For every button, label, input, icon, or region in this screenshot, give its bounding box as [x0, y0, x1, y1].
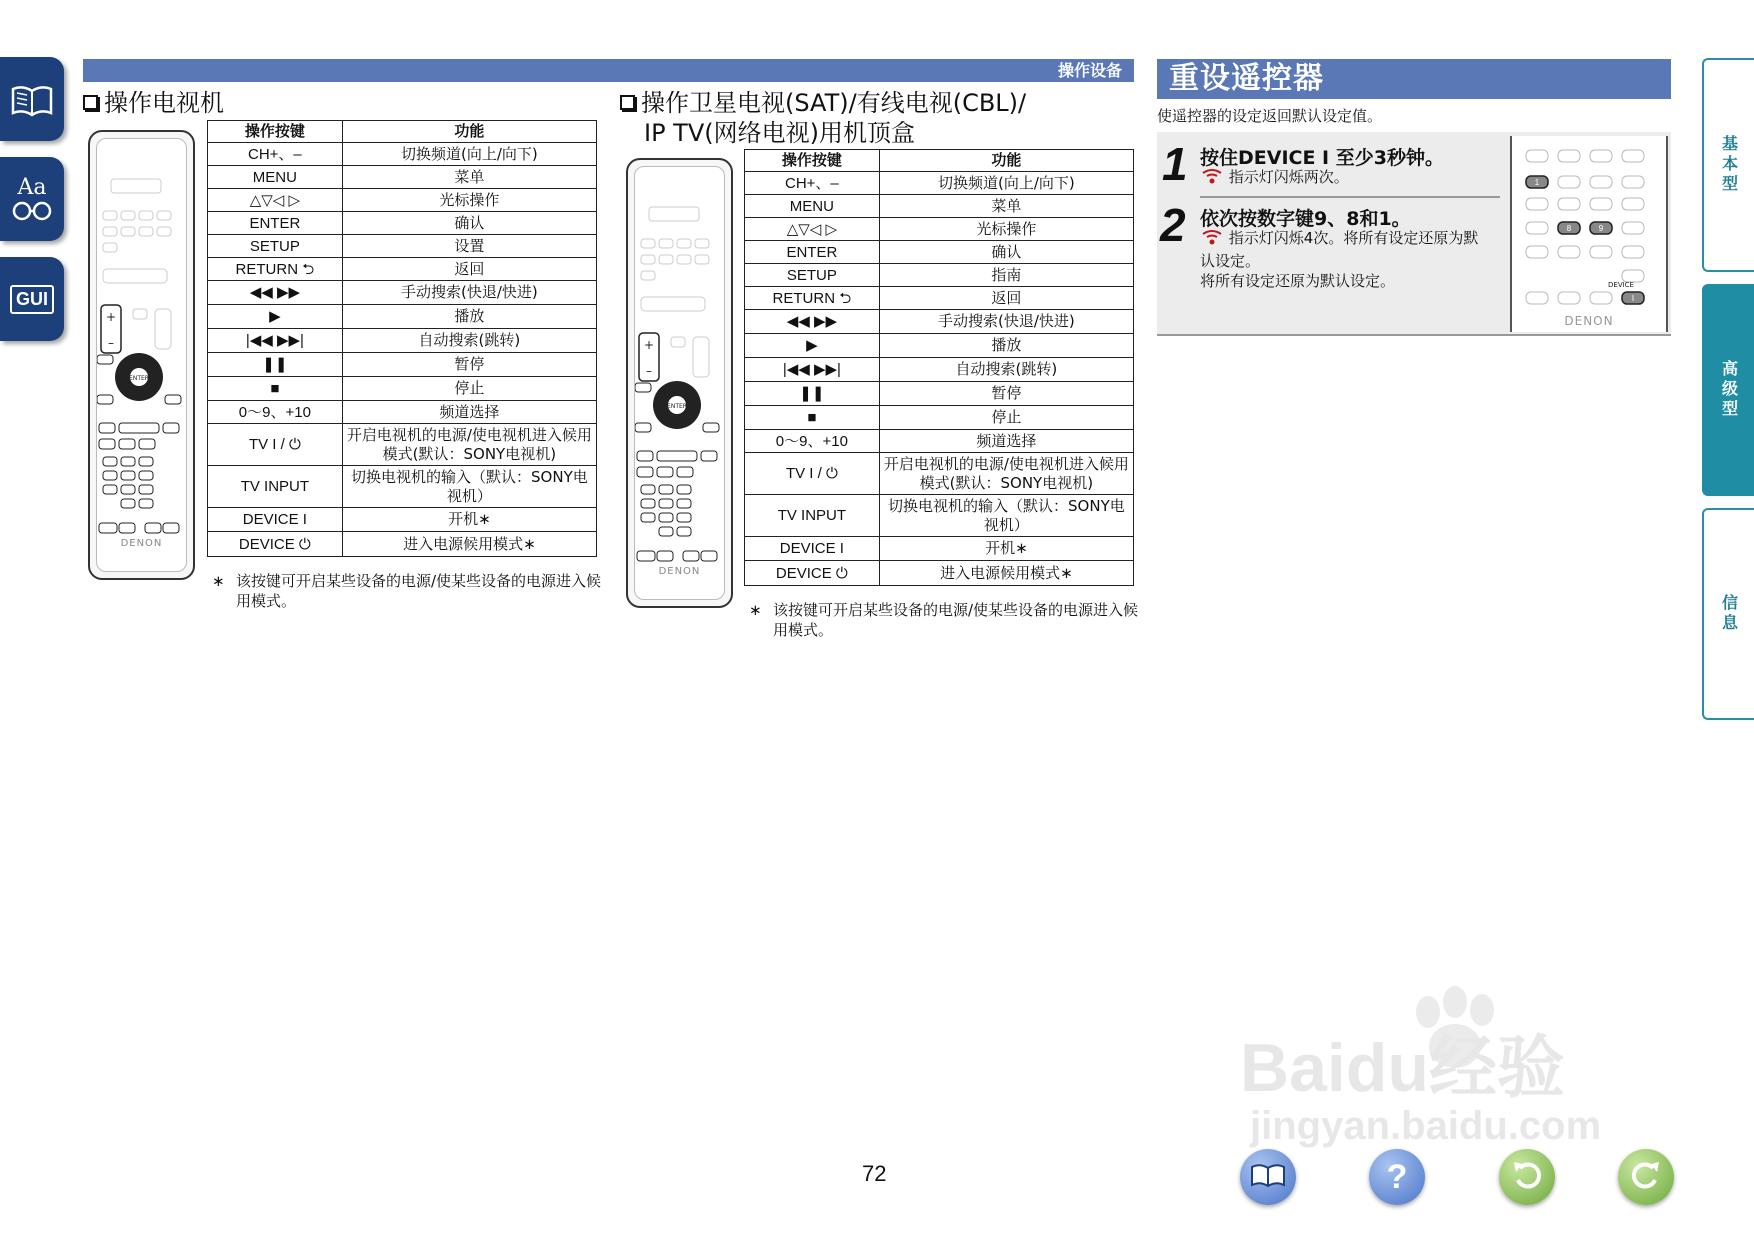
remote-illustration-1: [88, 130, 195, 580]
svg-text:1: 1: [1534, 178, 1540, 187]
tab-advanced-label: 高级型: [1719, 360, 1739, 420]
footnote-text: 该按键可开启某些设备的电源/使某些设备的电源进入候用模式。: [236, 572, 602, 610]
svg-text:9: 9: [1598, 224, 1604, 233]
table-row: ◀◀ ▶▶ 手动搜索(快退/快进): [208, 281, 597, 305]
remote-body: [96, 138, 187, 572]
table-row: ❚❚ 暂停: [208, 353, 597, 377]
reset-remote-subtitle: 使遥控器的设定返回默认设定值。: [1157, 107, 1383, 125]
table-row: RETURN ⮌ 返回: [208, 258, 597, 281]
table-row: |◀◀ ▶▶| 自动搜索(跳转): [208, 329, 597, 353]
svg-text:ENTER: ENTER: [129, 375, 149, 382]
forward-button[interactable]: [1618, 1149, 1674, 1205]
table-row: ❚❚ 暂停: [745, 382, 1134, 406]
step-divider: [1200, 196, 1500, 198]
table-row: 0〜9、+10 频道选择: [745, 430, 1134, 453]
table-row: ■ 停止: [208, 377, 597, 401]
table-row: TV INPUT 切换电视机的输入（默认：SONY电视机）: [208, 466, 597, 508]
svg-text:ENTER: ENTER: [667, 403, 687, 410]
question-icon: ?: [1386, 1157, 1408, 1196]
page-number: 72: [862, 1161, 887, 1186]
reset-remote-brand: DENON: [1564, 314, 1614, 328]
contents-button[interactable]: [1240, 1149, 1296, 1205]
gui-icon: GUI: [10, 285, 54, 314]
table-row: CH+、– 切换频道(向上/向下): [208, 143, 597, 166]
checkbox-bullet-icon: [620, 95, 635, 110]
table-row: △▽◁ ▷ 光标操作: [745, 218, 1134, 241]
table-row: TV INPUT 切换电视机的输入（默认：SONY电视机）: [745, 495, 1134, 537]
table-row: DEVICE I 开机∗: [745, 537, 1134, 561]
footnote-text: 该按键可开启某些设备的电源/使某些设备的电源进入候用模式。: [773, 601, 1139, 639]
section2-footnote: [749, 600, 1139, 640]
table-row: ▶ 播放: [745, 334, 1134, 358]
undo-arrow-icon: [1510, 1158, 1544, 1196]
table-row: TV I / ⏻ 开启电视机的电源/使电视机进入候用模式(默认：SONY电视机): [208, 424, 597, 466]
watermark-brand: Baidu经验: [1240, 1030, 1565, 1106]
redo-arrow-icon: [1629, 1158, 1663, 1196]
tv-operations-table: [207, 120, 597, 557]
section2-title: 操作卫星电视(SAT)/有线电视(CBL)/ IP TV(网络电视)用机顶盒: [620, 88, 1026, 148]
glossary-icon: Aa: [12, 176, 52, 222]
remote-brand-label: DENON: [658, 566, 701, 577]
table-row: SETUP 指南: [745, 264, 1134, 287]
sat-operations-table: [744, 149, 1134, 586]
tab-basic[interactable]: [1702, 58, 1754, 272]
table-row: TV I / ⏻ 开启电视机的电源/使电视机进入候用模式(默认：SONY电视机): [745, 453, 1134, 495]
back-button[interactable]: [1499, 1149, 1555, 1205]
svg-text:8: 8: [1566, 224, 1572, 233]
step2-text-2: 将所有设定还原为默认设定。: [1200, 272, 1396, 290]
footnote-mark: ∗: [749, 601, 762, 619]
svg-text:I: I: [1631, 294, 1635, 303]
table-row: ▶ 播放: [208, 305, 597, 329]
table-header-function: 功能: [342, 121, 596, 143]
help-button[interactable]: [1369, 1149, 1425, 1205]
baidu-watermark: [1240, 980, 1660, 1170]
table-row: MENU 菜单: [208, 166, 597, 189]
remote-brand-label: DENON: [120, 538, 163, 549]
section1-title: 操作电视机: [83, 88, 224, 118]
section1-footnote: [212, 571, 602, 611]
table-row: ◀◀ ▶▶ 手动搜索(快退/快进): [745, 310, 1134, 334]
table-row: DEVICE I 开机∗: [208, 508, 597, 532]
step1-title: 按住DEVICE I 至少3秒钟。: [1200, 147, 1444, 169]
tab-advanced[interactable]: [1702, 284, 1754, 496]
svg-text:+: +: [105, 310, 117, 324]
book-icon: [9, 79, 55, 119]
svg-text:–: –: [108, 336, 114, 350]
step1-text: 指示灯闪烁两次。: [1200, 167, 1500, 190]
tab-contents[interactable]: [0, 57, 64, 141]
table-row: DEVICE ⏻ 进入电源候用模式∗: [745, 561, 1134, 586]
table-header-key: 操作按键: [208, 121, 343, 143]
table-header-function: 功能: [879, 150, 1133, 172]
table-row: 0〜9、+10 频道选择: [208, 401, 597, 424]
svg-text:+: +: [643, 338, 655, 352]
table-row: CH+、– 切换频道(向上/向下): [745, 172, 1134, 195]
table-row: |◀◀ ▶▶| 自动搜索(跳转): [745, 358, 1134, 382]
footnote-mark: ∗: [212, 572, 225, 590]
table-row: ENTER 确认: [208, 212, 597, 235]
reset-remote-illustration: [1510, 136, 1668, 332]
step2-title: 依次按数字键9、8和1。: [1200, 208, 1411, 230]
tab-glossary[interactable]: [0, 157, 64, 241]
tab-info-label: 信息: [1719, 594, 1739, 634]
table-row: △▽◁ ▷ 光标操作: [208, 189, 597, 212]
table-row: MENU 菜单: [745, 195, 1134, 218]
indicator-light-icon: [1200, 168, 1224, 190]
step2-number: 2: [1160, 199, 1186, 251]
book-icon: [1250, 1161, 1286, 1193]
checkbox-bullet-icon: [83, 95, 98, 110]
header-bar-label: 操作设备: [1057, 61, 1122, 80]
reset-remote-title: 重设遥控器: [1157, 59, 1671, 99]
step1-number: 1: [1162, 138, 1188, 190]
tab-basic-label: 基本型: [1719, 135, 1739, 195]
remote-body: [634, 166, 725, 600]
section-header-bar: [83, 59, 1134, 82]
table-row: SETUP 设置: [208, 235, 597, 258]
table-row: RETURN ⮌ 返回: [745, 287, 1134, 310]
table-header-key: 操作按键: [745, 150, 880, 172]
step2-text: 指示灯闪烁4次。将所有设定还原为默认设定。: [1200, 229, 1479, 270]
tab-gui[interactable]: [0, 257, 64, 341]
table-row: DEVICE ⏻ 进入电源候用模式∗: [208, 532, 597, 557]
device-label: DEVICE: [1608, 281, 1634, 289]
table-row: ■ 停止: [745, 406, 1134, 430]
tab-info[interactable]: [1702, 508, 1754, 720]
watermark-url: jingyan.baidu.com: [1250, 1104, 1602, 1148]
indicator-light-icon: [1200, 229, 1224, 251]
table-row: ENTER 确认: [745, 241, 1134, 264]
svg-text:–: –: [646, 364, 652, 378]
remote-illustration-2: [626, 158, 733, 608]
